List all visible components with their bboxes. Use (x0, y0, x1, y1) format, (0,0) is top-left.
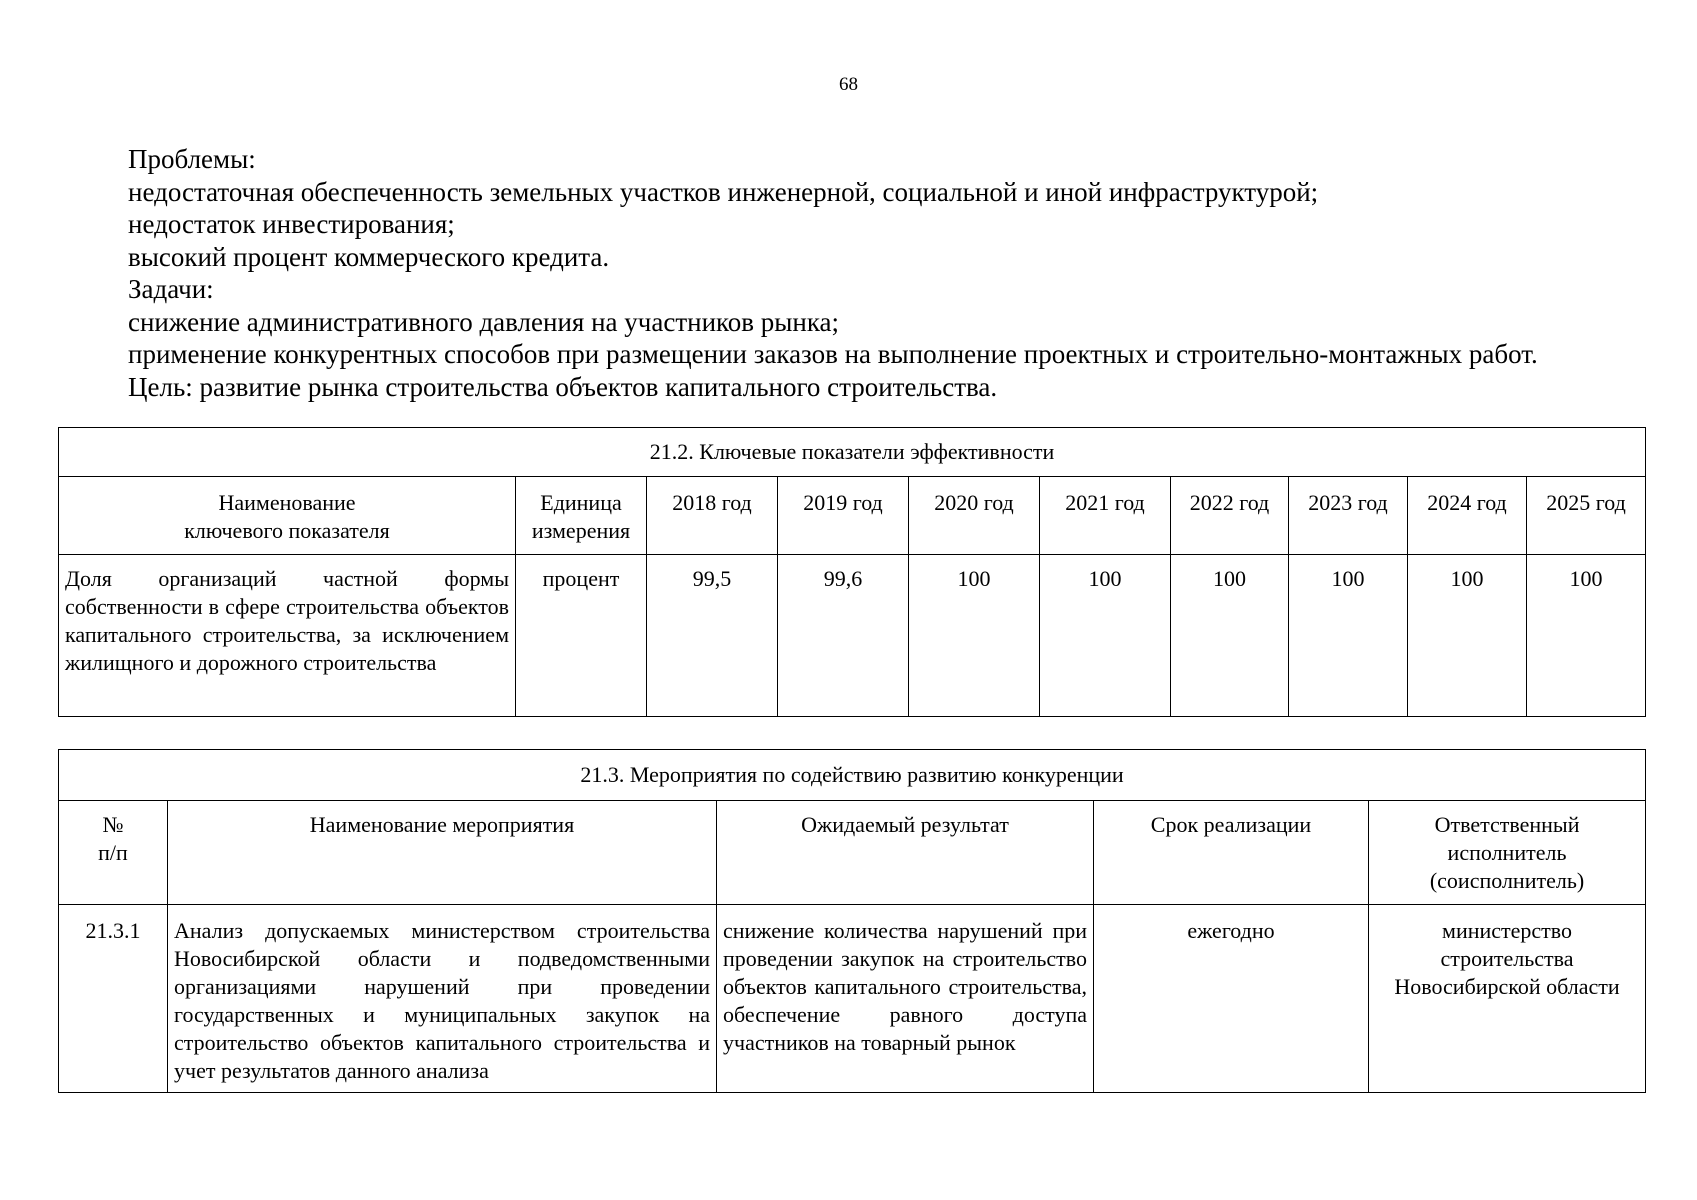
activities-table (58, 749, 1646, 1093)
activities-header-name: Наименование мероприятия (168, 801, 717, 905)
intro-text (128, 143, 1668, 403)
intro-line: Проблемы: (128, 144, 256, 174)
kpi-header-year: 2025 год (1527, 477, 1646, 555)
activities-header-result: Ожидаемый результат (717, 801, 1094, 905)
kpi-value: 100 (909, 555, 1040, 717)
table-row (59, 905, 1646, 1093)
kpi-value: 100 (1171, 555, 1289, 717)
kpi-header-year: 2020 год (909, 477, 1040, 555)
kpi-header-unit: Единица измерения (516, 477, 647, 555)
intro-line: применение конкурентных способов при размещении заказов на выполнение проектных и строительно-монтажных работ. (128, 339, 1538, 369)
kpi-unit: процент (516, 555, 647, 717)
activities-header-number: № п/п (59, 801, 168, 905)
kpi-header-year: 2019 год (778, 477, 909, 555)
activities-header-term: Срок реализации (1094, 801, 1369, 905)
kpi-table (58, 427, 1646, 717)
activities-header-row (59, 801, 1646, 905)
kpi-header-year: 2021 год (1040, 477, 1171, 555)
kpi-value: 99,5 (647, 555, 778, 717)
activity-name: Анализ допускаемых министерством строительства Новосибирской области и подведомственными организациями нарушений при проведении государственных и муниципальных закупок на строительство объектов капитального строительства и учет результатов данного анализа (168, 905, 717, 1093)
activity-term: ежегодно (1094, 905, 1369, 1093)
activity-responsible: министерство строительства Новосибирской области (1369, 905, 1646, 1093)
kpi-value: 100 (1408, 555, 1527, 717)
kpi-header-name: Наименование ключевого показателя (59, 477, 516, 555)
kpi-indicator-name: Доля организаций частной формы собственности в сфере строительства объектов капитального строительства, за исключением жилищного и дорожного строительства (59, 555, 516, 717)
intro-line: высокий процент коммерческого кредита. (128, 241, 610, 272)
intro-line: Задачи: (128, 274, 214, 304)
kpi-header-row (59, 477, 1646, 555)
table-row (59, 555, 1646, 717)
activity-number: 21.3.1 (59, 905, 168, 1093)
kpi-header-year: 2022 год (1171, 477, 1289, 555)
intro-line: снижение административного давления на участников рынка; (128, 306, 840, 337)
activities-table-caption: 21.3. Мероприятия по содействию развитию конкуренции (59, 750, 1646, 801)
kpi-value: 100 (1527, 555, 1646, 717)
kpi-value: 100 (1289, 555, 1408, 717)
intro-line: недостаток инвестирования; (128, 209, 455, 239)
kpi-header-year: 2024 год (1408, 477, 1527, 555)
kpi-value: 100 (1040, 555, 1171, 717)
kpi-header-year: 2023 год (1289, 477, 1408, 555)
kpi-table-caption: 21.2. Ключевые показатели эффективности (59, 428, 1646, 477)
kpi-value: 99,6 (778, 555, 909, 717)
activity-result: снижение количества нарушений при проведении закупок на строительство объектов капитального строительства, обеспечение равного доступа участников на товарный рынок (717, 905, 1094, 1093)
page-number: 68 (839, 74, 858, 95)
kpi-header-year: 2018 год (647, 477, 778, 555)
activities-header-responsible: Ответственный исполнитель (соисполнитель) (1369, 801, 1646, 905)
intro-line: недостаточная обеспеченность земельных участков инженерной, социальной и иной инфраструктурой; (128, 176, 1319, 207)
intro-line: Цель: развитие рынка строительства объектов капитального строительства. (128, 371, 998, 402)
